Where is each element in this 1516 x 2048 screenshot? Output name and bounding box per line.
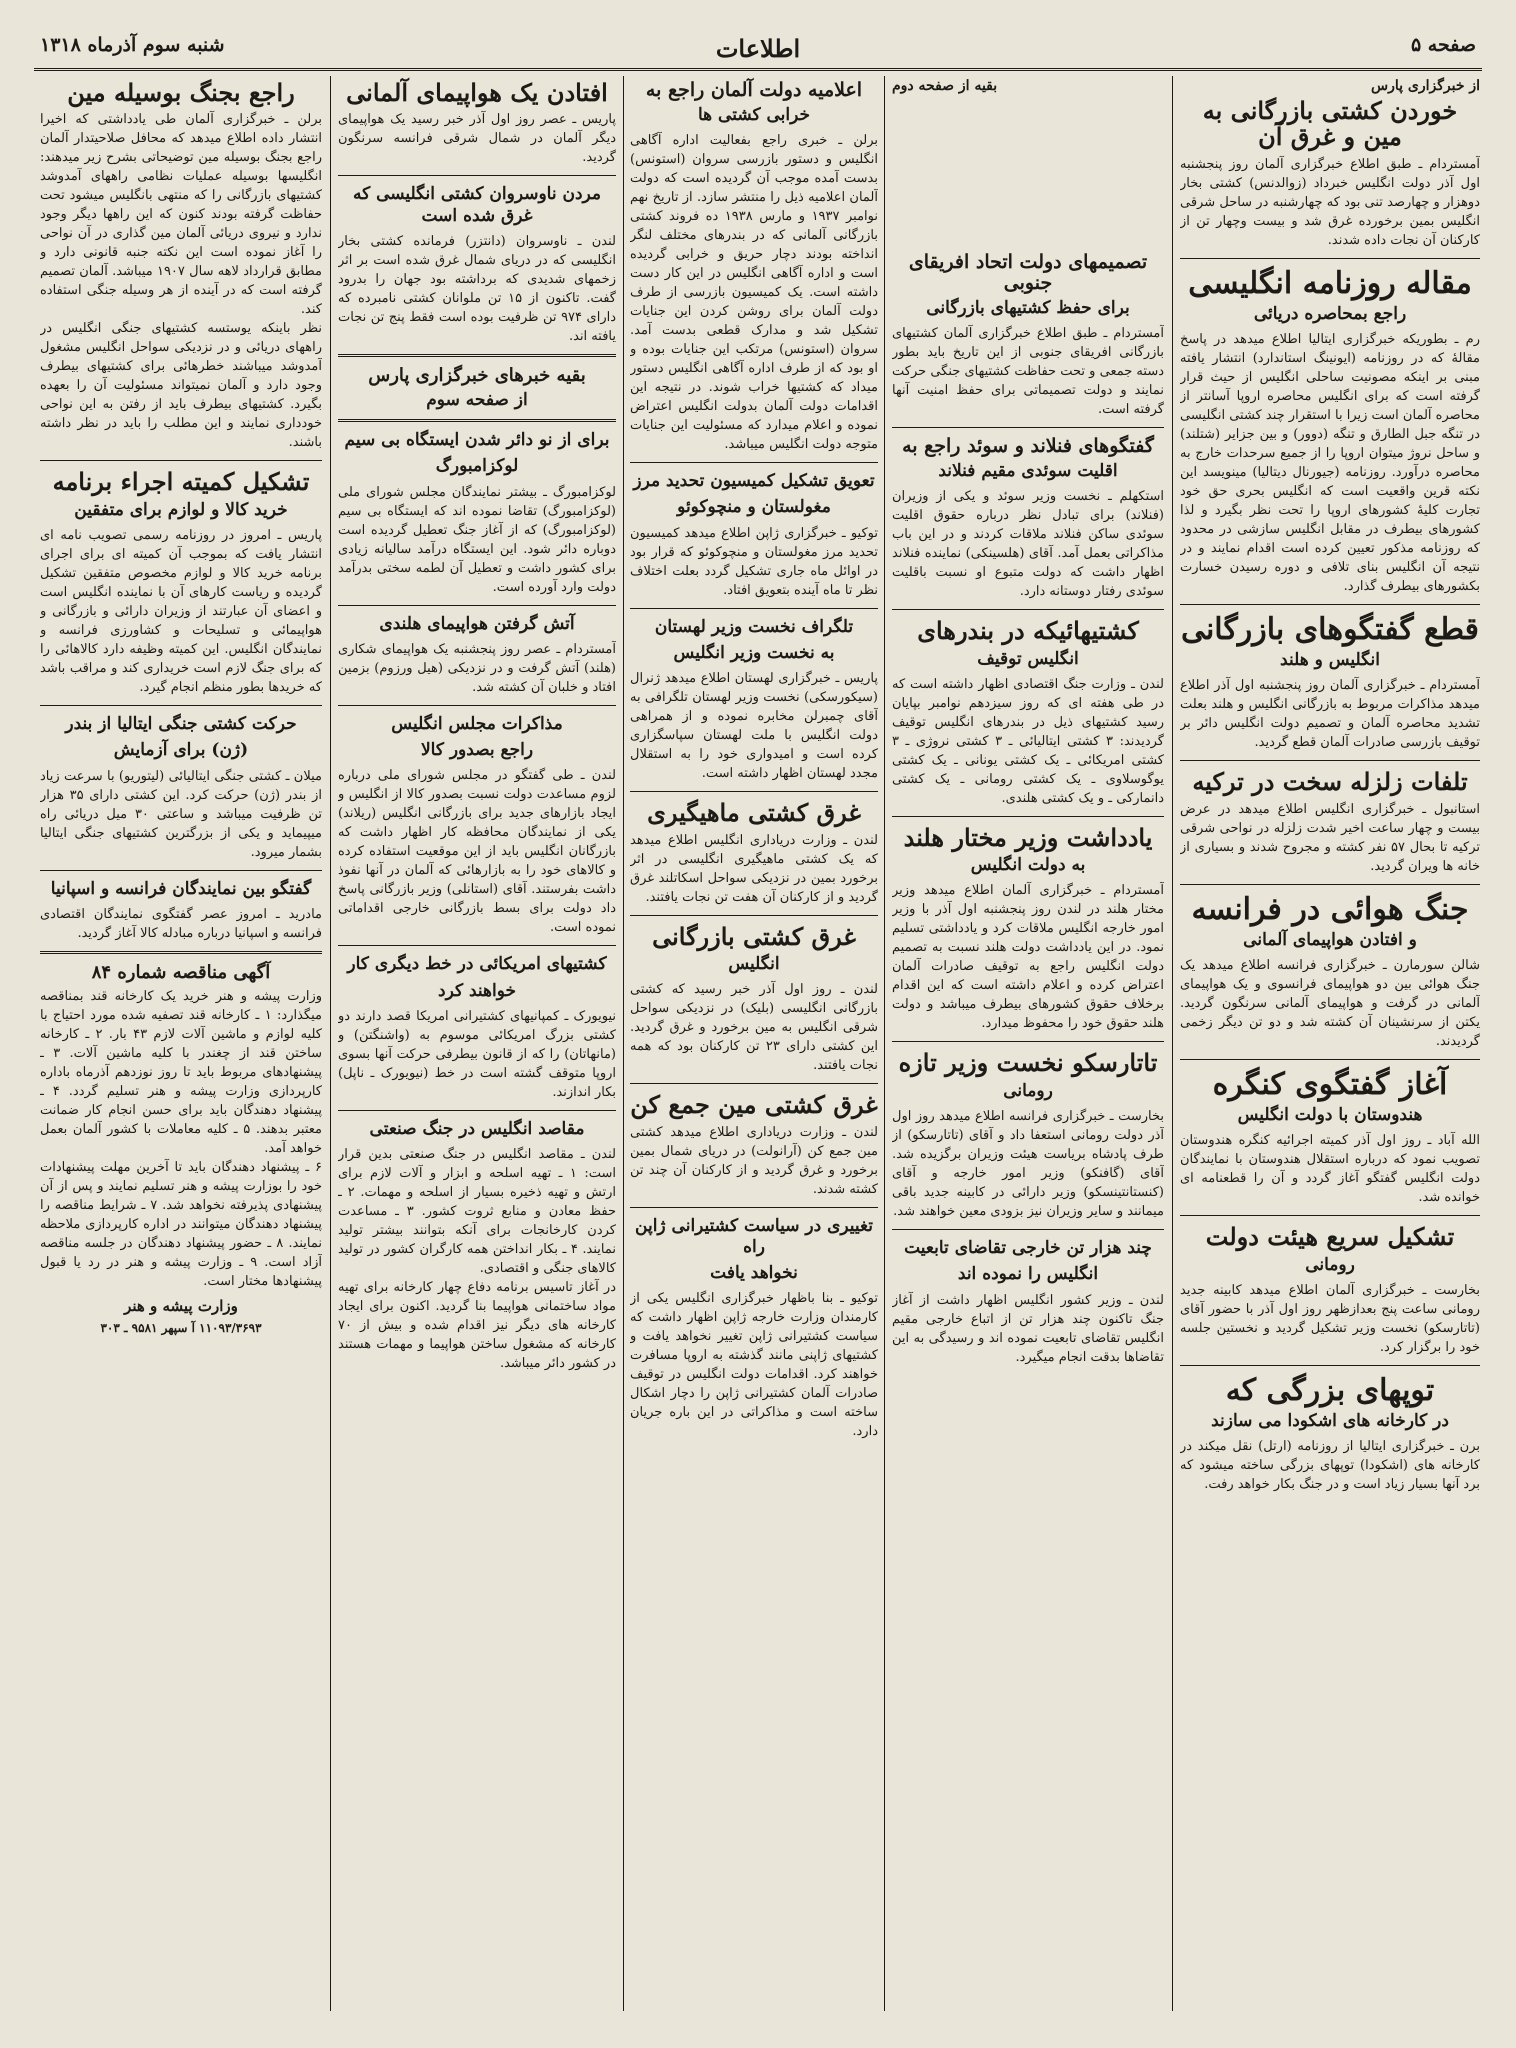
article-subheadline: برای حفظ کشتیهای بازرگانی [926,297,1130,318]
article-subheadline: انگلیس توقیف [977,648,1079,669]
article-subheadline: رومانی [1003,1080,1053,1101]
article-subheadline: انگلیس [728,953,780,974]
article-headline: تغییری در سیاست کشتیرانی ژاپن راه [635,1215,873,1257]
article-headline: جنگ هوائی در فرانسه [1191,891,1469,927]
column-3 [630,76,878,2011]
article-body: شالن سورمارن ـ خبرگزاری فرانسه اطلاع میدهد یک جنگ هوائی بین دو هواپیمای فرانسوی و یک هواپیمای آلمانی در گرفت و هواپیمای آلمانی سرنگون گردید. یکتن از سرنشینان آن کشته شد و دو تن دیگر زخمی گردیدند. [1180,957,1480,1049]
article-headline: مذاکرات مجلس انگلیس [391,713,563,734]
article-body: آمستردام ـ طبق اطلاع خبرگزاری آلمان کشتیهای بازرگانی افریقای جنوبی از این تاریخ باید بطور دسته جمعی و تحت حفاظت کشتیهای جنگی حرکت نمایند و دولت تصمیماتی برای حفظ امنیت آنها گرفته است. [892,326,1164,418]
article-headline: کشتیهای امریکائی در خط دیگری کار [347,954,607,975]
article-headline: تاتارسکو نخست وزیر تازه [898,1048,1158,1078]
article-subheadline: در کارخانه های اشکودا می سازند [1211,1410,1449,1431]
column-rule [623,76,624,2011]
article-body: آمستردام ـ طبق اطلاع خبرگزاری آلمان روز پنجشنبه اول آذر دولت انگلیس خبرداد (زوالدنس) کشتی بخار دوهزار و چهارصد تنی بود که چهارشنبه در ساحل شرقی انگلیس بمین برخورده غرق شد و بیست وچهار تن از کارکنان آن نجات داده شدند. [1180,156,1480,248]
tender-notice-number: ۱۱۰۹۳/۳۶۹۳ آ سپهر ۹۵۸۱ ـ ۳۰۳ [100,1320,262,1335]
article-body: توکیو ـ خبرگزاری ژاپن اطلاع میدهد کمیسیون تحدید مرز مغولستان و منچوکوئو که قرار بود در اوائل ماه جاری تشکیل گردد بعلت اختلاف نظر تا ماه آینده بتعویق افتاد. [630,525,878,598]
article-headline: مقاله روزنامه انگلیسی [1188,265,1472,301]
article-body: لندن ـ روز اول آذر خبر رسید که کشتی بازرگانی انگلیسی (بلیک) در نزدیکی سواحل شرقی انگلیس به مین برخورد و غرق گردید. این کشتی دارای ۲۳ تن کارکنان بود که همه نجات یافتند. [630,982,878,1074]
article-body: نیویورک ـ کمپانیهای کشتیرانی امریکا قصد دارند دو کشتی بزرگ امریکائی موسوم به (واشنگتن) و (مانهاتان) را که از قانون بیطرفی حرکت آنها بسوی اروپا متوقف گشته است در خط (نیویورک ـ ناپل) بکار اندازند. [338,1008,616,1100]
article-body: لندن ـ وزیر کشور انگلیس اظهار داشت از آغاز جنگ تاکنون چند هزار تن از اتباع خارجی مقیم انگلیس تقاضای تابعیت نموده اند و رسیدگی به این تقاضاها بدقت انجام میگیرد. [892,1292,1164,1365]
article-subheadline: رومانی [1305,1254,1355,1275]
article-body: پاریس ـ امروز در روزنامه رسمی تصویب نامه ای انتشار یافت که بموجب آن کمیته ای برای اجرای برنامه خرید کالا و لوازم مخصوص متفقین تشکیل گردیده و ریاست کارهای آن با نماینده انگلیس است و اعضای آن عبارتند از وزیران دارائی و بازرگانی و هواپیمائی و تسلیحات و کشاورزی فرانسه و نمایندگان انگلیس. این کمیته وظیفه دارد کالاهائی را که برای جنگ لازم است خریداری کند و مراقب باشد که خریدها بطور منظم انجام گیرد. [40,528,322,696]
article-headline: افتادن یک هواپیمای آلمانی [346,78,608,107]
column-rule [1172,76,1173,2011]
article-body: لندن ـ وزارت جنگ اقتصادی اظهار داشته است که در طی هفته ای که روز سیزدهم نوامبر بپایان رسید کشتیهای ذیل در بندرهای انگلیس توقیف گردیدند: ۳ کشتی ایتالیائی ـ ۳ کشتی نروژی ـ ۳ کشتی امریکائی ـ یک کشتی یونانی ـ یک کشتی یوگوسلاوی ـ یک کشتی رومانی ـ یک کشتی دانمارکی ـ و یک کشتی هلندی. [892,676,1164,806]
article-body: پاریس ـ خبرگزاری لهستان اطلاع میدهد ژنرال (سیکورسکی) نخست وزیر لهستان تلگرافی به آقای چمبرلن مخابره نموده و از همراهی دولت انگلیس با ملت لهستان سپاسگزاری کرده است و امیدواری خود را به استقلال مجدد لهستان اظهار داشته است. [630,671,878,782]
article-body: لندن ـ وزارت دریاداری انگلیس اطلاع میدهد که یک کشتی ماهیگیری انگلیسی در اثر برخورد بمین در نزدیکی سواحل اسکاتلند غرق گردید و از کارکنان آن هفت تن نجات یافتند. [630,832,878,905]
article-subheadline: راجع بمحاصره دریائی [1253,303,1407,324]
article-body: آمستردام ـ عصر روز پنجشنبه یک هواپیمای شکاری (هلند) آتش گرفت و در نزدیکی (هیل ورزوم) بزمین افتاد و خلبان آن کشته شد. [338,641,616,695]
article-headline: مقاصد انگلیس در جنگ صنعتی [369,1118,585,1139]
article-body: رم ـ بطوریکه خبرگزاری ایتالیا اطلاع میدهد در پاسخ مقالهٔ که در روزنامه (ایونینگ استاندارد) انتشار یافته مبنی بر اینکه مصونیت ساحلی انگلیس از حیث قرار گرفته است که برای انگلیس محاصره اروپا آسانتر از محاصره آلمان است زیرا با استقرار چند کشتی انگلیسی در تنگه جبل الطارق و تنگه (دوور) و بین جزایر (شتلند) و ساحل نروژ میتوان اروپا را از جمیع سرحدات خارج به محاصره درآورد. روزنامه (جیورنال دیتالیا) مینویسد این نکته قرین واقعیت است که انگلیس بحری حق خود تجارت کلیهٔ کشورهای اروپا را تحت نظر بگیرد و لذا کشورهای بیطرف در مقابل انگلیس سازشی در محدود که روزنامه مذکور تعیین کرده است اقدام نمایند و در نتیجه آن انگلیس بنای تلافی و دوره رسیدن خسارت بکشورهای بیطرف گذارد. [1180,332,1480,595]
article-headline: برای از نو دائر شدن ایستگاه بی سیم [344,430,610,451]
masthead [34,30,1482,71]
article-subheadline: اقلیت سوئدی مقیم فنلاند [938,460,1118,481]
column-2 [892,76,1164,2011]
article-headline: چند هزار تن خارجی تقاضای تابعیت [904,1238,1152,1259]
article-headline: آتش گرفتن هواپیمای هلندی [379,613,575,634]
article-headline: مردن ناوسروان کشتی انگلیسی که غرق شده است [352,184,602,226]
article-body: آمستردام ـ خبرگزاری آلمان روز پنجشنبه اول آذر اطلاع میدهد مذاکرات مربوط به بازرگانی انگلیس و هلند بعلت تشدید محاصره آلمان و تصمیم دولت انگلیس دائر بر توقیف بازرسی صادرات آلمان قطع گردید. [1180,678,1480,751]
article-headline: تشکیل کمیته اجراء برنامه [52,467,310,497]
article-body: مادرید ـ امروز عصر گفتگوی نمایندگان اقتصادی فرانسه و اسپانیا درباره مبادله کالا آغاز گردید. [40,906,322,941]
column-rule [884,76,885,2011]
page-number: صفحه ۵ [1410,34,1476,56]
article-headline: اعلامیه دولت آلمان راجع به [645,79,863,101]
article-subheadline: انگلیس را نموده اند [957,1264,1099,1285]
article-headline: تصمیمهای دولت اتحاد افریقای جنوبی [908,251,1148,294]
tender-notice-title: آگهی مناقصه شماره ۸۴ [91,961,271,983]
article-body: استانبول ـ خبرگزاری انگلیس اطلاع میدهد در عرض بیست و چهار ساعت اخیر شدت زلزله در نواحی شرقی ترکیه تا بحال ۵۷ نفر کشته و مجروح شدند و بسیاری از خانه ها ویران گردید. [1180,801,1480,874]
article-subheadline: هندوستان با دولت انگلیس [1237,1104,1423,1125]
tender-notice-body: وزارت پیشه و هنر خرید یک کارخانه قند بمناقصه میگذارد: ۱ ـ کارخانه قند تصفیه شده مورد احتیاج با کلیه لوازم و ماشین آلات لازم ۴۳ بار. ۲ ـ کارخانه ساختن قند از چغندر با کلیه ماشین آلات. ۳ ـ پیشنهادهای مربوط باید تا روز نوزدهم آذرماه باداره کارپردازی وزارت پیشه و هنر تسلیم گردد. ۴ ـ پیشنهاد دهندگان باید برای حسن انجام کار ضمانت معتبر بدهند. ۵ ـ کلیه معاملات با کشور آلمان بعمل خواهد آمد. [40,988,322,1156]
article-body: الله آباد ـ روز اول آذر کمیته اجرائیه کنگره هندوستان تصویب نمود که درباره استقلال هندوستان با نمایندگان دولت انگلیس گفتگو آغاز گردد و آن را قطعنامه ای خوانده شد. [1180,1133,1480,1206]
tender-notice-body: ۶ ـ پیشنهاد دهندگان باید تا آخرین مهلت پیشنهادات خود را بوزارت پیشه و هنر تسلیم نمایند و پس از آن پیشنهادی پذیرفته نخواهد شد. ۷ ـ شرایط مناقصه را پیشنهاد دهندگان میتوانند در اداره کارپردازی ملاحظه نمایند. ۸ ـ حضور پیشنهاد دهندگان در جلسه مناقصه آزاد است. ۹ ـ وزارت پیشه و هنر در رد یا قبول پیشنهادها مختار است. [40,1159,322,1289]
article-body: لندن ـ وزارت دریاداری اطلاع میدهد کشتی مین جمع کن (آرانولت) در دریای شمال بمین برخورد و غرق گردید و از کارکنان آن چند تن کشته شدند. [630,1124,878,1197]
article-body: آمستردام ـ خبرگزاری آلمان اطلاع میدهد وزیر مختار هلند در لندن روز پنجشنبه اول آذر با وزیر امور خارجه انگلیس ملاقات کرد و یادداشتی تسلیم نمود. در این یادداشت دولت هلند نسبت به تصمیم دولت انگلیس راجع به توقیف صادرات آلمان اعتراض کرده و اعلام داشته است که این اقدام برخلاف حقوق کشورهای بیطرف میباشد و دولت هلند حقوق خود را محفوظ میدارد. [892,883,1164,1032]
article-headline: قطع گفتگوهای بازرگانی [1180,612,1480,648]
column-5 [40,76,322,2011]
article-headline: راجع بجنگ بوسیله مین [67,78,295,107]
article-subheadline: به دولت انگلیس [970,855,1086,876]
article-subheadline: خرید کالا و لوازم برای متفقین [74,499,288,520]
issue-date: شنبه سوم آذرماه ۱۳۱۸ [40,34,225,56]
article-body: میلان ـ کشتی جنگی ایتالیائی (لیتوریو) با سرعت زیاد از بندر (ژن) حرکت کرد. این کشتی دارای ۳۵ هزار تن ظرفیت میباشد و ساعتی ۳۰ میل دریائی راه میپیماید و یکی از بزرگترین کشتیهای جنگی ایتالیا بشمار میرود. [40,768,322,860]
column-rule [330,76,331,2011]
article-headline: خوردن کشتی بازرگانی به مین و غرق آن [1202,96,1458,152]
article-body: برن ـ خبرگزاری ایتالیا از روزنامه (ارتل) نقل میکند در کارخانه های (اشکودا) توپهای بزرگی ساخته میشود که برد آنها بسیار زیاد است و در جنگ بکار خواهد رفت. [1180,1439,1480,1493]
article-body: برلن ـ خبرگزاری آلمان طی یادداشتی که اخیرا انتشار داده اطلاع میدهد که محافل صلاحیتدار آلمان راجع بجنگ بوسیله مین توضیحاتی بشرح زیر میدهند: انگلیسها بوسیله عملیات نظامی راههای آمدوشد کشتیهای بازرگانی را که منتهی بانگلیس میشود تحت حفاظت گرفته بودند کنون که این راهها دیگر وجود ندارد و نیروی دریائی آلمان مین گذاری در آن نواحی را آغاز نموده است این نکته جنبه قانونی دارد و مطابق قرارداد لاهه سال ۱۹۰۷ میباشد. آلمان تصمیم گرفته است که در آینده از هر وسیله جنگی استفاده کند. [40,112,322,318]
article-subheadline: نخواهد یافت [710,1263,798,1284]
article-headline: توپهای بزرگی که [1225,1372,1435,1408]
article-body: لوکزامبورگ ـ بیشتر نمایندگان مجلس شورای ملی (لوکزامبورگ) تقاضا نموده اند که ایستگاه بی سیم (لوکزامبورگ) که از آغاز جنگ تعطیل گردیده است دوباره دائر شود. این ایستگاه درآمد سالیانه زیادی برای کشور داشت و تعطیل آن لطمه سختی بدرآمد دولت وارد آورده است. [338,484,616,595]
article-headline: غرق کشتی ماهیگیری [647,798,861,828]
article-subheadline: و افتادن هواپیمای آلمانی [1243,929,1417,950]
article-headline: یادداشت وزیر مختار هلند [903,822,1153,852]
article-body: نظر باینکه یوستسه کشتیهای جنگی انگلیس در راههای دریائی و در نزدیکی سواحل انگلیس مشغول آمدوشد میباشند خطرهائی برای کشتیهای بیطرف وجود دارد و آلمان نمیتواند مسئولیت آن را بعهده بگیرد. کشتیهای بیطرف باید از رفتن به این نواحی خودداری نمایند و این مطلب را باید در نظر داشته باشند. [40,321,322,451]
article-headline: حرکت کشتی جنگی ایتالیا از بندر [65,714,297,735]
column-4 [338,76,616,2011]
article-body: لندن ـ ناوسروان (دانتزر) فرمانده کشتی بخار انگلیسی که در دریای شمال غرق شده است بر اثر زخمهای شدیدی که برداشته بود جهان را بدرود گفت. تاکنون از ۱۵ تن ملوانان کشتی نامبرده که دارای ۹۷۴ تن ظرفیت بوده است فقط پنج تن نجات یافته اند. [338,233,616,344]
continued-kicker: بقیه از صفحه دوم [892,78,998,94]
article-headline: آغاز گفتگوی کنگره [1212,1066,1448,1102]
article-body: پاریس ـ عصر روز اول آذر خبر رسید یک هواپیمای دیگر آلمان در شمال شرقی فرانسه سرنگون گردید. [338,112,616,166]
article-subheadline: لوکزامبورگ [435,456,519,477]
article-subheadline: مغولستان و منچوکوئو [677,497,831,518]
article-subheadline: (ژن) برای آزمایش [113,740,249,761]
column-1 [1180,76,1480,2011]
article-body: لندن ـ طی گفتگو در مجلس شورای ملی درباره لزوم مساعدت دولت نسبت بصدور کالا از انگلیس و ایجاد بازارهای جدید برای بازرگانی انگلیس (ریلاند) یکی از نمایندگان محافظه کار اظهار داشت که بازرگانان انگلیس باید از این موقعیت استفاده کرده و کالاهای خود را به بازارهائی که آلمان در آنها نفوذ داشت بفرستند. آقای (استانلی) وزیر بازرگانی پاسخ داد دولت برای بسط بازرگانی خارجی اقداماتی نموده است. [338,768,616,936]
section-box-title: بقیه خبرهای خبرگزاری پارس [368,364,586,386]
article-headline: گفتگوهای فنلاند و سوئد راجع به [902,435,1154,458]
article-headline: تلگراف نخست وزیر لهستان [654,616,854,637]
article-body: در آغاز تاسیس برنامه دفاع چهار کارخانه برای تهیه مواد ساختمانی هواپیما بنا گردید. اکنون برای ایجاد کارخانه های دیگر نیز اقدام شده و بیش از ۷۰ کارخانه که مشغول ساختن هواپیما و مهمات هستند در کشور دائر میباشد. [338,1280,616,1372]
article-headline: غرق کشتی بازرگانی [652,921,856,951]
article-headline: تشکیل سریع هیئت دولت [1205,1222,1455,1252]
newspaper-title: اطلاعات [715,34,801,63]
article-headline: گفتگو بین نمایندگان فرانسه و اسپانیا [50,878,312,899]
tender-notice-signature: وزارت پیشه و هنر [124,1296,238,1315]
article-headline: تعویق تشکیل کمیسیون تحدید مرز [633,471,875,492]
article-subheadline: به نخست وزیر انگلیس [673,642,835,663]
section-box-subtitle: از صفحه سوم [426,389,528,410]
source-kicker: از خبرگزاری پارس [1370,78,1480,94]
article-body: بخارست ـ خبرگزاری آلمان اطلاع میدهد کابینه جدید رومانی ساعت پنج بعدازظهر روز اول آذر با حضور آقای (تاتارسکو) نخست وزیر تشکیل گردید و نخستین جلسه خود را برگزار کرد. [1180,1282,1480,1355]
article-body: برلن ـ خبری راجع بفعالیت اداره آگاهی انگلیس و دستور بازرسی سروان (استونس) بدست آمده موجب آن گردیده است که دولت آلمان اعلامیه ذیل را منتشر سازد. از تاریخ نهم نوامبر ۱۹۳۷ و مارس ۱۹۳۸ ده فروند کشتی بازرگانی آلمانی که در بندرهای مختلف لنگر انداخته بودند دچار حریق و خرابی گردیده است و اداره آگاهی انگلیس در این کار دست داشته است. یک کمیسیون بازرسی از طرف دولت آلمان برای روشن کردن این جنایات تشکیل شد و مدارک قطعی بدست آمد. سروان (استونس) مرتکب این جنایات بوده و او بود که از طرف اداره آگاهی انگلیس دستور میداد که کشتیها خراب شوند. در نتیجه این اقدامات دولت آلمان بدولت انگلیس اعتراض نموده و اعلام میدارد که مسئولیت این جنایات متوجه دولت انگلیس میباشد. [630,133,878,453]
article-headline: کشتیهائیکه در بندرهای [917,616,1139,646]
article-body: استکهلم ـ نخست وزیر سوئد و یکی از وزیران (فنلاند) برای تبادل نظر درباره حقوق اقلیت سوئدی ساکن فنلاند ملاقات کردند و در این باب مذاکراتی بعمل آمد. آقای (هلسینکی) نماینده فنلاند اظهار داشت که دولت متبوع او نسبت باقلیت سوئدی رفتار دوستانه دارد. [892,489,1164,600]
article-subheadline: انگلیس و هلند [1280,650,1380,671]
article-headline: تلفات زلزله سخت در ترکیه [1192,767,1468,797]
article-body: لندن ـ مقاصد انگلیس در جنگ صنعتی بدین قرار است: ۱ ـ تهیه اسلحه و ابزار و آلات لازم برای ارتش و تهیه ذخیره بسیار از اسلحه و مهمات. ۲ ـ حفظ معادن و منابع ثروت کشور. ۳ ـ مساعدت کردن کارخانجات برای آنکه بتوانند بیشتر تولید نمایند. ۴ ـ بکار انداختن همه کارگران کشور در تولید کالاهای جنگی و اقتصادی. [338,1147,616,1277]
article-headline: غرق کشتی مین جمع کن [630,1090,878,1120]
article-subheadline: خواهند کرد [438,980,516,1001]
article-subheadline: خرابی کشتی ها [697,104,811,125]
article-body: بخارست ـ خبرگزاری فرانسه اطلاع میدهد روز اول آذر دولت رومانی استعفا داد و آقای (تاتارسکو) از طرف پادشاه بریاست هیئت وزیران برگزیده شد. آقای (گافنکو) وزیر امور خارجه و آقای (کنستانتینسکو) وزیر دارائی در کابینه جدید باقی میمانند و سایر وزیران نیز بزودی معین خواهند شد. [892,1109,1164,1220]
article-subheadline: راجع بصدور کالا [420,740,534,761]
article-body: توکیو ـ بنا باظهار خبرگزاری انگلیس یکی از کارمندان وزارت خارجه ژاپن اظهار داشت که سیاست کشتیرانی ژاپن تغییر نخواهد یافت و کشتیهای ژاپنی مانند گذشته به اروپا مسافرت خواهند کرد. اقدامات دولت انگلیس در توقیف صادرات آلمان کشتیرانی ژاپن را دچار اشکال ساخته است و مذاکراتی در این باره جریان دارد. [630,1291,878,1440]
